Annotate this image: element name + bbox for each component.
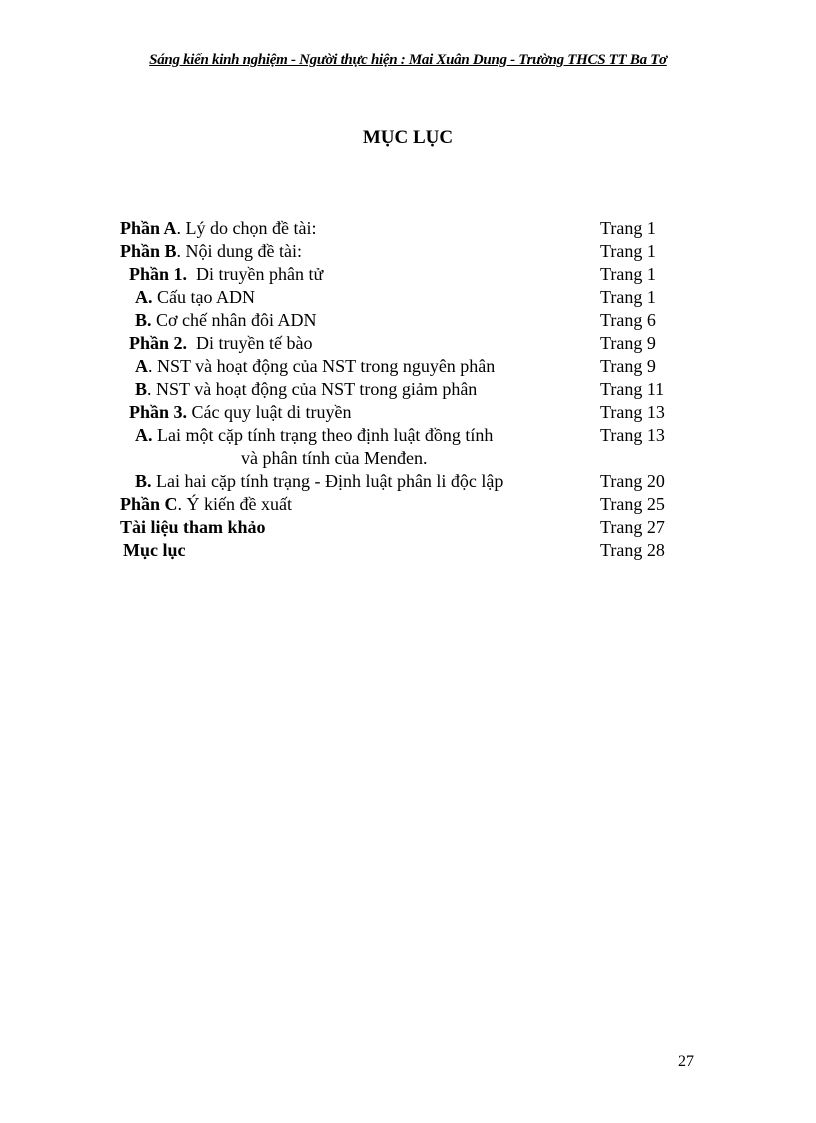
toc-prefix: Phần 3. (129, 402, 188, 422)
toc-row (120, 539, 680, 562)
toc-row (120, 332, 680, 355)
toc-row (120, 378, 680, 401)
toc-page: Trang 1 (600, 264, 656, 284)
toc-prefix: B. (135, 310, 152, 330)
toc-text: . Lý do chọn đề tài: (176, 218, 317, 238)
toc-text: Lai hai cặp tính trạng - Định luật phân li độc lập (151, 471, 504, 491)
toc-prefix: Phần B (120, 241, 177, 261)
toc-page: Trang 6 (600, 310, 656, 330)
toc-text: Cơ chế nhân đôi ADN (151, 310, 317, 330)
toc-text: . NST và hoạt động của NST trong nguyên phân (148, 356, 496, 376)
toc-row (120, 401, 680, 424)
toc-page: Trang 1 (600, 287, 656, 307)
toc-prefix: A (135, 356, 148, 376)
toc-prefix: Tài liệu tham khảo (120, 517, 266, 537)
toc-row (120, 355, 680, 378)
toc-text: . Ý kiến đề xuất (177, 494, 292, 514)
toc-prefix: B. (135, 471, 152, 491)
toc-page: Trang 27 (600, 517, 665, 537)
table-of-contents (120, 217, 680, 562)
toc-page: Trang 20 (600, 471, 665, 491)
toc-prefix: Phần C (120, 494, 178, 514)
toc-row (120, 286, 680, 309)
toc-prefix: Phần A (120, 218, 177, 238)
toc-text: . NST và hoạt động của NST trong giảm phân (147, 379, 478, 399)
toc-row (120, 516, 680, 539)
document-header: Sáng kiến kinh nghiệm - Người thực hiện : Mai Xuân Dung - Trường THCS TT Ba Tơ (149, 52, 667, 68)
toc-prefix: Phần 1. (129, 264, 188, 284)
toc-page: Trang 11 (600, 379, 665, 399)
toc-row (120, 263, 680, 286)
toc-text: Di truyền phân tử (187, 264, 324, 284)
toc-row (120, 493, 680, 516)
toc-text: Các quy luật di truyền (187, 402, 352, 422)
toc-prefix: A. (135, 287, 153, 307)
toc-text: Di truyền tế bào (187, 333, 313, 353)
toc-row (120, 470, 680, 493)
toc-prefix: A. (135, 425, 153, 445)
toc-row (120, 424, 680, 470)
toc-row (120, 217, 680, 240)
toc-prefix: Phần 2. (129, 333, 188, 353)
toc-text: . Nội dung đề tài: (176, 241, 303, 261)
toc-page: Trang 28 (600, 540, 665, 560)
toc-prefix: Mục lục (123, 540, 186, 560)
toc-page: Trang 1 (600, 218, 656, 238)
toc-text-continuation: và phân tính của Menđen. (241, 448, 428, 468)
toc-row (120, 309, 680, 332)
toc-page: Trang 9 (600, 333, 656, 353)
toc-page: Trang 25 (600, 494, 665, 514)
toc-page: Trang 13 (600, 402, 665, 422)
toc-page: Trang 1 (600, 241, 656, 261)
toc-text: Lai một cặp tính trạng theo định luật đồng tính (152, 425, 494, 445)
page-number: 27 (678, 1053, 694, 1070)
toc-page: Trang 9 (600, 356, 656, 376)
page-title: MỤC LỤC (362, 127, 454, 148)
toc-text: Cấu tạo ADN (152, 287, 255, 307)
toc-prefix: B (135, 379, 148, 399)
toc-page: Trang 13 (600, 425, 665, 445)
toc-row (120, 240, 680, 263)
